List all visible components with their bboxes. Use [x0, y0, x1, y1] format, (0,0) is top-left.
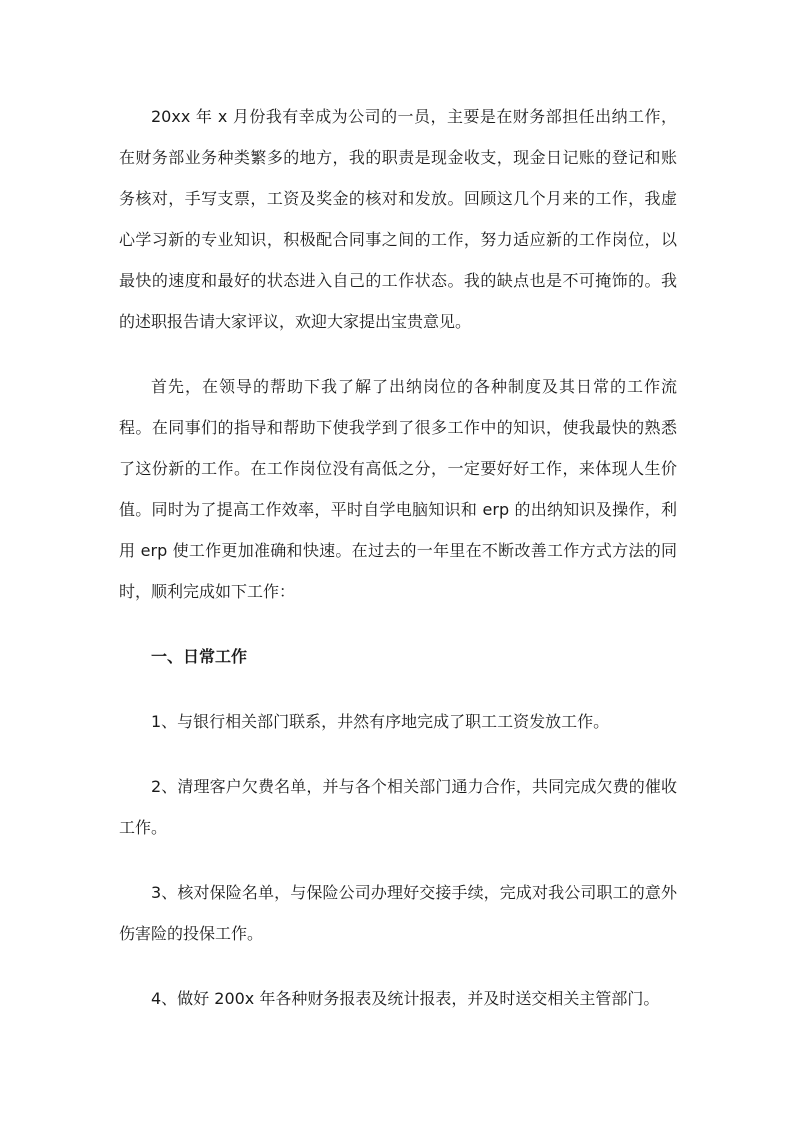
- document-body: [119, 96, 677, 1019]
- list-item-1: 1、与银行相关部门联系，井然有序地完成了职工工资发放工作。: [151, 712, 610, 731]
- list-item-2: 2、清理客户欠费名单，并与各个相关部门通力合作，共同完成欠费的催收工作。: [119, 777, 677, 837]
- paragraph-first: 首先，在领导的帮助下我了解了出纳岗位的各种制度及其日常的工作流程。在同事们的指导和帮助下使我学到了很多工作中的知识，使我最快的熟悉了这份新的工作。在工作岗位没有高低之分，一定要好好工作，来体现人生价值。同时为了提高工作效率，平时自学电脑知识和 erp 的出纳知识及操作，利用 erp 使工作更加准确和快速。在过去的一年里在不断改善工作方式方法的同时，顺利完成如下工作：: [119, 377, 677, 601]
- list-item-4: 4、做好 200x 年各种财务报表及统计报表，并及时送交相关主管部门。: [151, 989, 660, 1008]
- list-item-3: 3、核对保险名单，与保险公司办理好交接手续，完成对我公司职工的意外伤害险的投保工作。: [119, 883, 677, 943]
- section-heading-daily-work: 一、日常工作: [151, 647, 248, 666]
- paragraph-intro: 20xx 年 x 月份我有幸成为公司的一员，主要是在财务部担任出纳工作，在财务部业务种类繁多的地方，我的职责是现金收支，现金日记账的登记和账务核对，手写支票，工资及奖金的核对和发放。回顾这几个月来的工作，我虚心学习新的专业知识，积极配合同事之间的工作，努力适应新的工作岗位，以最快的速度和最好的状态进入自己的工作状态。我的缺点也是不可掩饰的。我的述职报告请大家评议，欢迎大家提出宝贵意见。: [119, 107, 677, 331]
